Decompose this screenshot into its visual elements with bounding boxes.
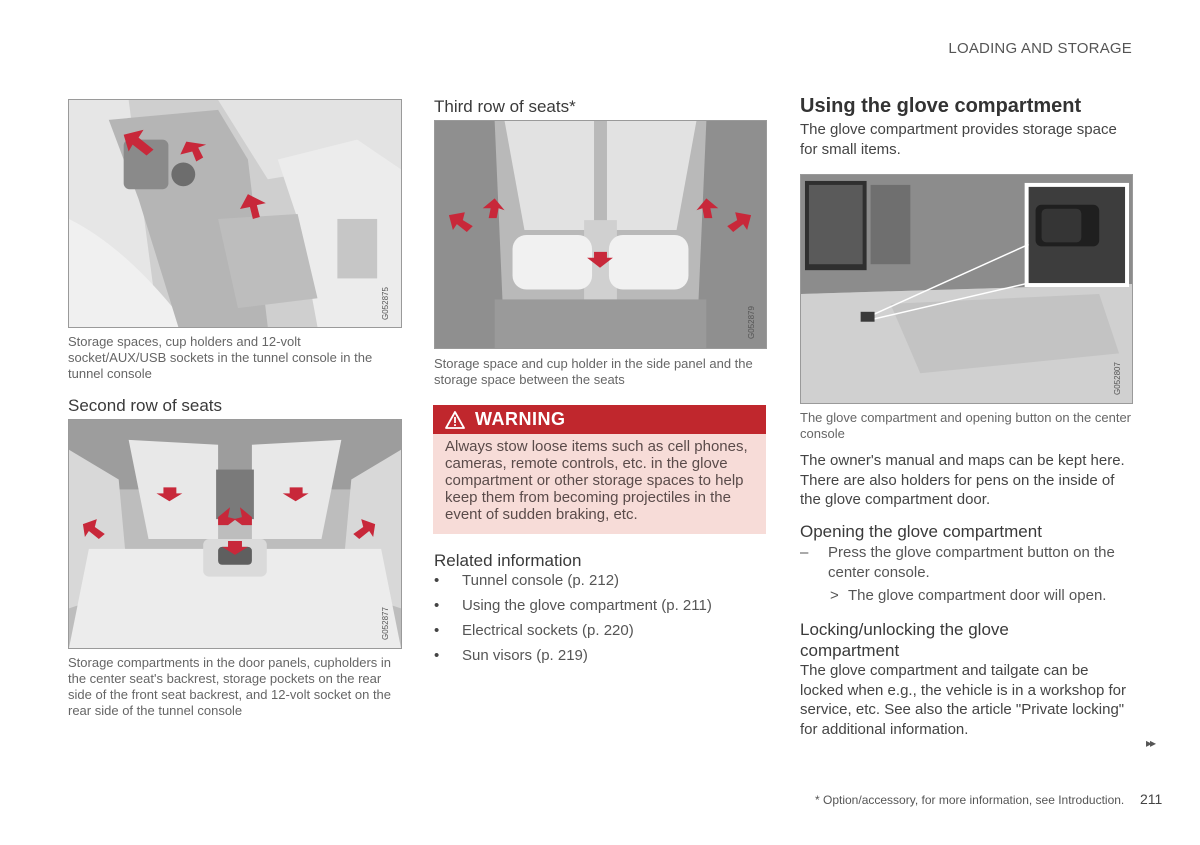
step-marker: –: [800, 544, 809, 561]
image-code: G052877: [381, 607, 390, 640]
image-code: G052875: [381, 287, 390, 320]
footnote: * Option/accessory, for more information, see Introduction.: [815, 793, 1125, 807]
third-row-seats-photo: [434, 120, 767, 349]
step-text: Press the glove compartment button on the center console.: [828, 544, 1115, 581]
related-link[interactable]: • Electrical sockets (p. 220): [434, 618, 774, 643]
warning-triangle-icon: [445, 411, 465, 429]
section-heading: Third row of seats*: [434, 97, 576, 116]
related-list: [434, 568, 774, 668]
related-link[interactable]: • Sun visors (p. 219): [434, 643, 774, 668]
result-text: The glove compartment door will open.: [848, 587, 1107, 604]
glove-compartment-photo: [800, 174, 1133, 404]
tunnel-console-photo: [68, 99, 402, 328]
image-caption: Storage compartments in the door panels, cupholders in the center seat's backrest, storage pockets on the rear side of the front seat backrest, and 12-volt socket on the rear side of the tunnel console: [68, 655, 392, 718]
related-link[interactable]: • Using the glove compartment (p. 211): [434, 593, 774, 618]
warning-title: WARNING: [475, 409, 566, 429]
section-header: LOADING AND STORAGE: [948, 40, 1132, 57]
warning-box: [433, 405, 766, 534]
image-caption: The glove compartment and opening button on the center console: [800, 410, 1131, 441]
related-link[interactable]: • Tunnel console (p. 212): [434, 568, 774, 593]
opening-heading: Opening the glove compartment: [800, 522, 1042, 541]
locking-heading: Locking/unlocking the glove compartment: [800, 620, 1009, 660]
image-code: G052807: [1113, 362, 1122, 395]
continue-arrows-icon: ▸▸: [1146, 736, 1155, 750]
storage-paragraph: The owner's manual and maps can be kept here. There are also holders for pens on the inside of the glove compartment door.: [800, 452, 1125, 508]
intro-text: The glove compartment provides storage space for small items.: [800, 121, 1117, 158]
image-code: G052879: [747, 306, 756, 339]
page-number: 211: [1140, 791, 1163, 807]
section-heading: Second row of seats: [68, 396, 223, 415]
warning-header: [433, 405, 766, 434]
warning-text: Always stow loose items such as cell phones, cameras, remote controls, etc. in the glove compartment or other storage spaces to help keep them from becoming projectiles in the event of sudden braking, etc.: [445, 438, 748, 523]
image-caption: Storage spaces, cup holders and 12-volt socket/AUX/USB sockets in the tunnel console in the tunnel console: [68, 334, 373, 381]
second-row-seats-photo: [68, 419, 402, 649]
locking-text: The glove compartment and tailgate can be locked when e.g., the vehicle is in a workshop for service, etc. See also the article "Private locking" for additional information.: [800, 662, 1127, 738]
image-caption: Storage space and cup holder in the side panel and the storage space between the seats: [434, 356, 753, 387]
result-marker: >: [830, 587, 839, 604]
page-title: Using the glove compartment: [800, 95, 1082, 117]
related-heading: Related information: [434, 551, 582, 570]
